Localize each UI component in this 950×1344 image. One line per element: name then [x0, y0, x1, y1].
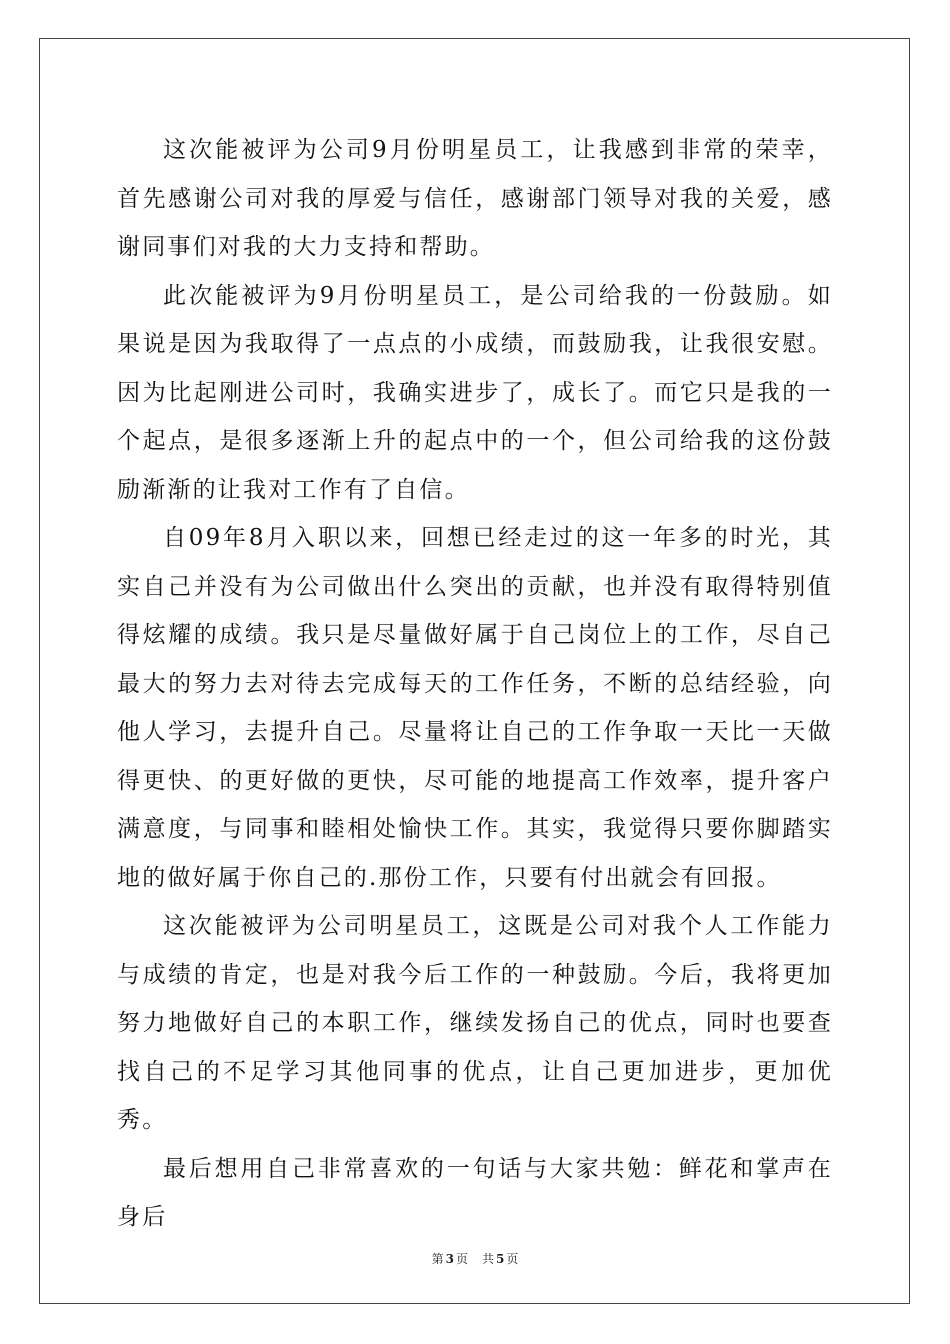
paragraph-5: 最后想用自己非常喜欢的一句话与大家共勉：鲜花和掌声在身后: [117, 1155, 833, 1230]
paragraph-2: 此次能被评为9月份明星员工，是公司给我的一份鼓励。如果说是因为我取得了一点点的小成绩，而鼓励我，让我很安慰。因为比起刚进公司时，我确实进步了，成长了。而它只是我的一个起点，是很多逐渐上升的起点中的一个，但公司给我的这份鼓励渐渐的让我对工作有了自信。: [117, 282, 833, 503]
paragraph-3: 自09年8月入职以来，回想已经走过的这一年多的时光，其实自己并没有为公司做出什么突出的贡献，也并没有取得特别值得炫耀的成绩。我只是尽量做好属于自己岗位上的工作，尽自己最大的努力去对待去完成每天的工作任务，不断的总结经验，向他人学习，去提升自己。尽量将让自己的工作争取一天比一天做得更快、的更好做的更快，尽可能的地提高工作效率，提升客户满意度，与同事和睦相处愉快工作。其实，我觉得只要你脚踏实地的做好属于你自己的.那份工作，只要有付出就会有回报。: [117, 525, 833, 891]
document-body: [117, 126, 833, 1242]
total-label: 页: [506, 1252, 519, 1266]
paragraph-4: 这次能被评为公司明星员工，这既是公司对我个人工作能力与成绩的肯定，也是对我今后工作的一种鼓励。今后，我将更加努力地做好自己的本职工作，继续发扬自己的优点，同时也要查找自己的不足学习其他同事的优点，让自己更加进步，更加优秀。: [117, 913, 833, 1133]
total-page-number: 5: [496, 1252, 505, 1266]
paragraph-1: 这次能被评为公司9月份明星员工，让我感到非常的荣幸，首先感谢公司对我的厚爱与信任，感谢部门领导对我的关爱，感谢同事们对我的大力支持和帮助。: [117, 137, 833, 260]
page-footer: [0, 1250, 950, 1267]
page-prefix: 第: [431, 1252, 444, 1266]
page-label: 页: [455, 1252, 468, 1266]
total-prefix: 共: [482, 1252, 495, 1266]
current-page-number: 3: [445, 1252, 454, 1266]
